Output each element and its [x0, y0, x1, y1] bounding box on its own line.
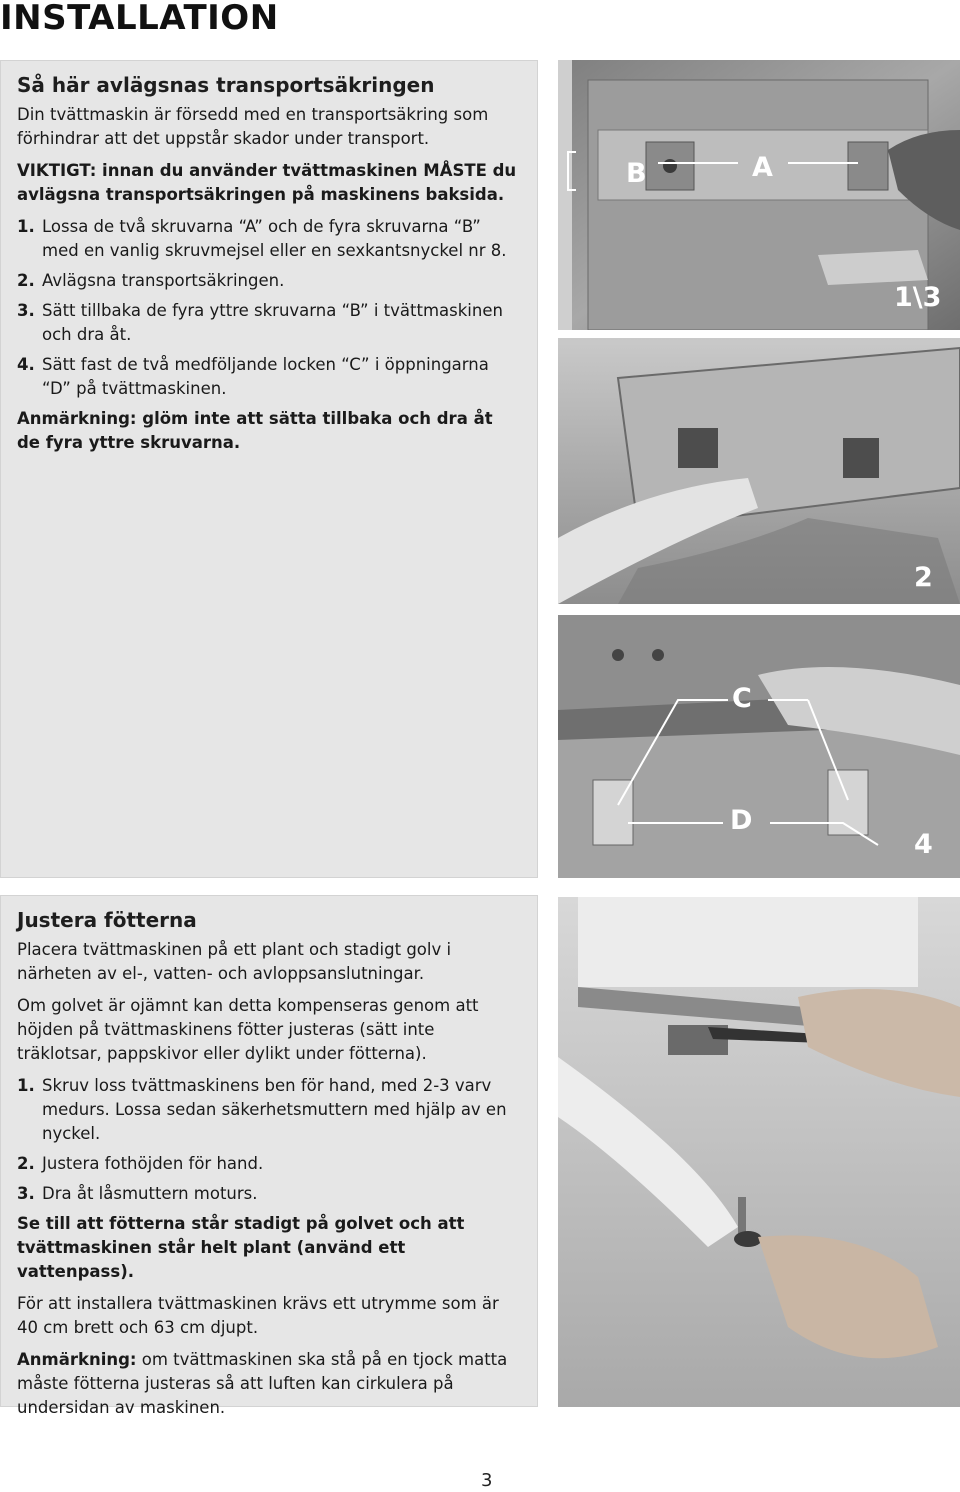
transport-step: 4. Sätt fast de två medföljande locken “C” i öppningarna “D” på tvättmaskinen.	[17, 355, 489, 398]
feet-para-placement: Placera tvättmaskinen på ett plant och stadigt golv i närheten av el-, vatten- och avloppsanslutningar.	[17, 940, 452, 983]
label-b: B	[626, 158, 647, 189]
photo-remove-lock-drawing	[558, 338, 960, 604]
feet-emphasis: Se till att fötterna står stadigt på golvet och att tvättmaskinen står helt plant (använd ett vattenpass).	[17, 1214, 465, 1281]
photo-remove-lock	[558, 338, 960, 604]
transport-intro: Din tvättmaskin är försedd med en transportsäkring som förhindrar att det uppstår skador under transport.	[17, 105, 489, 148]
callout-lines-c-d	[558, 615, 960, 878]
feet-step: 3. Dra åt låsmuttern moturs.	[17, 1184, 258, 1203]
feet-adjust-section	[0, 895, 538, 1417]
feet-heading: Justera fötterna	[17, 908, 197, 932]
transport-step: 1. Lossa de två skruvarna “A” och de fyra skruvarna “B” med en vanlig skruvmejsel eller en sexkantsnyckel nr 8.	[17, 217, 507, 260]
feet-space: För att installera tvättmaskinen krävs ett utrymme som är 40 cm brett och 63 cm djupt.	[17, 1294, 499, 1337]
feet-step: 1. Skruv loss tvättmaskinens ben för hand, med 2-3 varv medurs. Lossa sedan säkerhetsmuttern med hjälp av en nyckel.	[17, 1076, 507, 1143]
figure-number-4: 4	[914, 829, 933, 860]
photo-caps	[558, 615, 960, 878]
feet-note-label: Anmärkning:	[17, 1350, 137, 1369]
transport-steps	[17, 215, 521, 401]
page-number: 3	[481, 1470, 493, 1491]
photo-adjust-feet-drawing	[558, 897, 960, 1407]
label-a: A	[752, 152, 773, 183]
transport-step: 2. Avlägsna transportsäkringen.	[17, 271, 285, 290]
feet-step: 2. Justera fothöjden för hand.	[17, 1154, 264, 1173]
label-d: D	[730, 805, 753, 836]
photo-transport-screws	[558, 60, 960, 330]
transport-note: Anmärkning: glöm inte att sätta tillbaka och dra åt de fyra yttre skruvarna.	[17, 409, 493, 452]
figure-number-1-3: 1\3	[894, 282, 942, 313]
feet-note-text: om tvättmaskinen ska stå på en tjock matta måste fötterna justeras så att luften kan cirkulera på undersidan av maskinen.	[17, 1350, 508, 1417]
transport-warning: VIKTIGT: innan du använder tvättmaskinen MÅSTE du avlägsna transportsäkringen på maskinens baksida.	[17, 161, 517, 204]
label-c: C	[732, 683, 752, 714]
transport-step: 3. Sätt tillbaka de fyra yttre skruvarna “B” i tvättmaskinen och dra åt.	[17, 301, 503, 344]
figure-number-2: 2	[914, 562, 933, 593]
transport-lock-section	[0, 60, 538, 878]
feet-steps	[17, 1074, 521, 1206]
transport-heading: Så här avlägsnas transportsäkringen	[17, 73, 435, 97]
feet-note	[17, 1348, 521, 1420]
feet-para-floor: Om golvet är ojämnt kan detta kompenseras genom att höjden på tvättmaskinens fötter justeras (sätt inte träklotsar, pappskivor eller dylikt under fötterna).	[17, 996, 479, 1063]
page-title: INSTALLATION	[0, 0, 279, 38]
photo-adjust-feet	[558, 897, 960, 1407]
